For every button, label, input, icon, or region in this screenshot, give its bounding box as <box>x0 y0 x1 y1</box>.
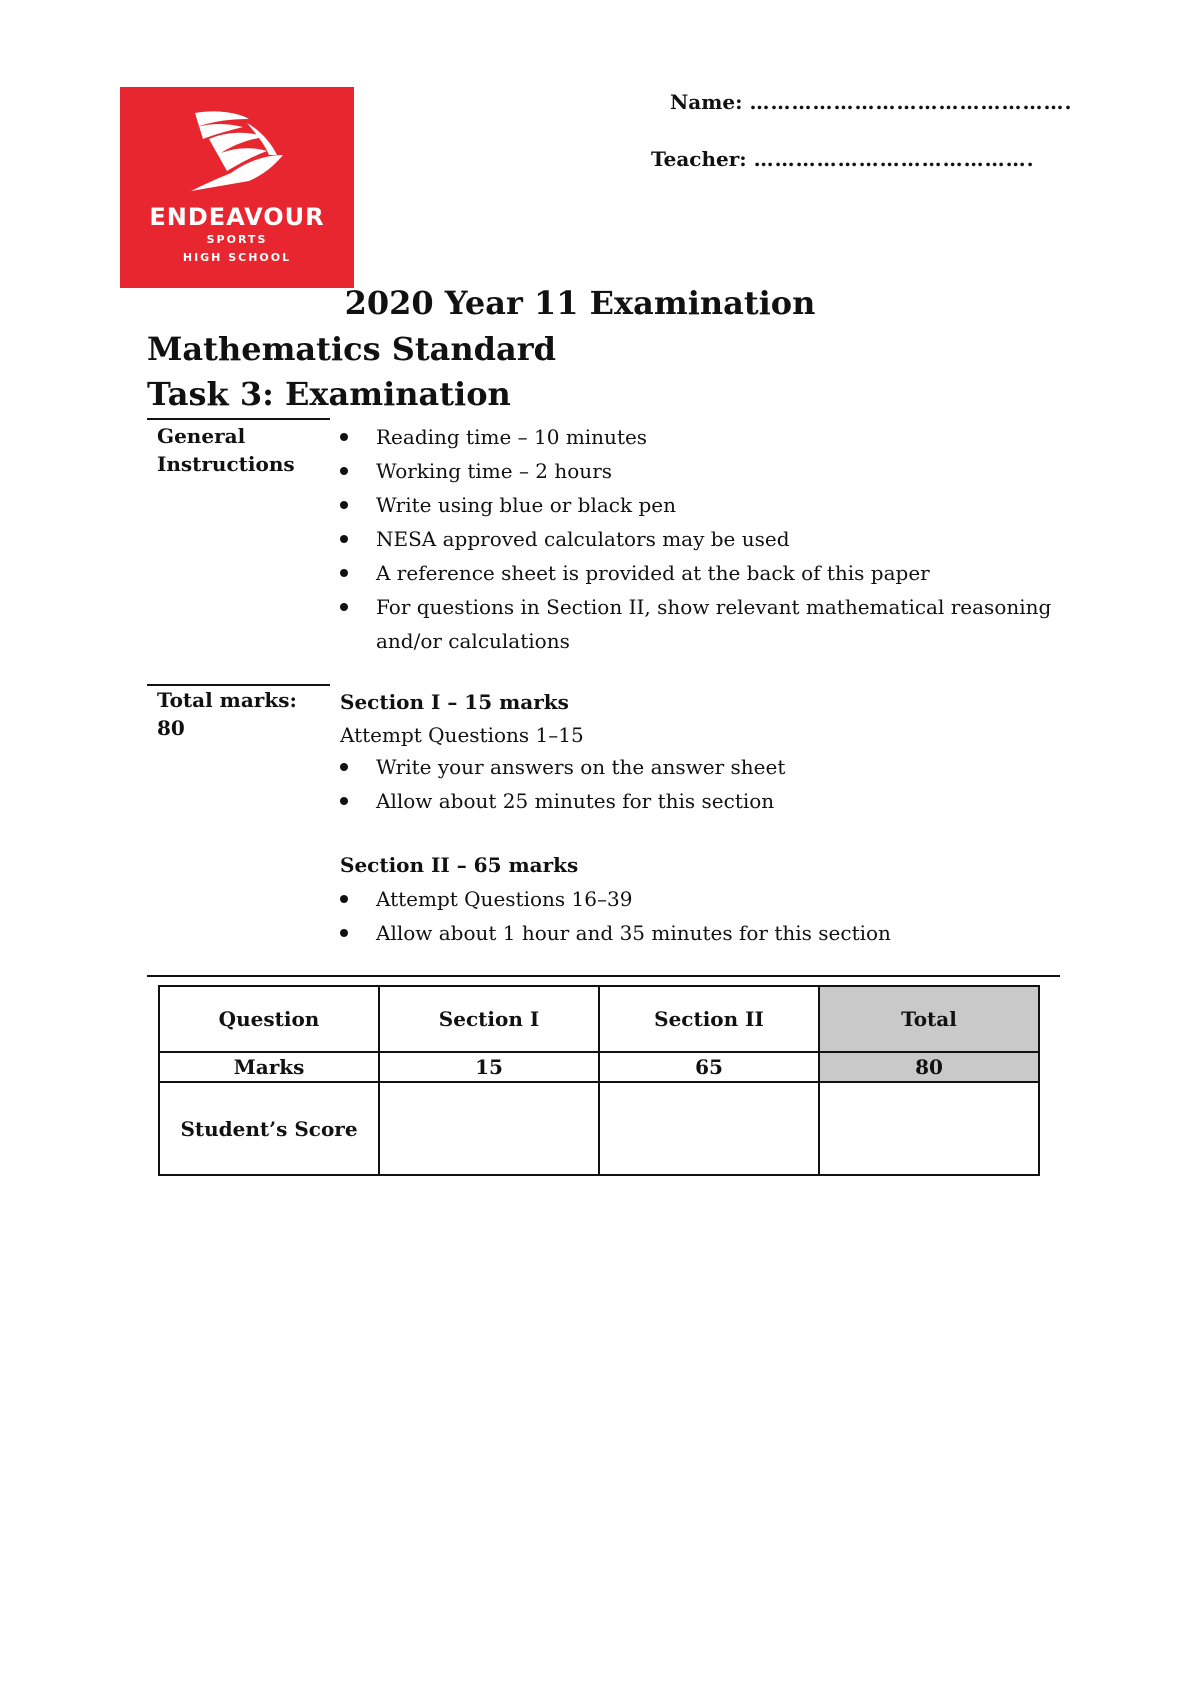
teacher-field[interactable] <box>651 147 1035 171</box>
list-item: Working time – 2 hours <box>340 454 1051 488</box>
score-cell-section-1[interactable] <box>379 1082 599 1175</box>
table-row <box>159 986 1039 1052</box>
list-item: A reference sheet is provided at the back of this paper <box>340 556 1051 590</box>
table-cell: 15 <box>379 1052 599 1082</box>
marks-table <box>158 985 1040 1176</box>
logo-subline-sports: SPORTS <box>206 233 268 246</box>
table-header: Section I <box>379 986 599 1052</box>
logo-subline-school: HIGH SCHOOL <box>182 251 292 264</box>
table-row <box>159 1052 1039 1082</box>
table-header: Question <box>159 986 379 1052</box>
exam-title: 2020 Year 11 Examination <box>344 284 816 322</box>
section-2-heading: Section II – 65 marks <box>340 853 579 877</box>
table-row-label: Student’s Score <box>159 1082 379 1175</box>
list-item: Allow about 1 hour and 35 minutes for this section <box>340 916 891 950</box>
name-blank[interactable]: ………………………………………. <box>749 90 1073 114</box>
subject-title: Mathematics Standard <box>147 330 556 368</box>
table-row-label: Marks <box>159 1052 379 1082</box>
score-cell-total[interactable] <box>819 1082 1039 1175</box>
section-1-intro: Attempt Questions 1–15 <box>340 723 584 747</box>
general-instructions-label: General Instructions <box>157 424 295 476</box>
divider-general <box>147 418 330 420</box>
list-item: Write using blue or black pen <box>340 488 1051 522</box>
school-logo <box>120 87 354 288</box>
table-row <box>159 1082 1039 1175</box>
list-item: Reading time – 10 minutes <box>340 420 1051 454</box>
name-label: Name: <box>670 90 743 114</box>
list-item: Write your answers on the answer sheet <box>340 750 785 784</box>
teacher-label: Teacher: <box>651 147 747 171</box>
section-1-heading: Section I – 15 marks <box>340 690 569 714</box>
total-marks-value: 80 <box>157 716 185 740</box>
logo-wordmark: ENDEAVOUR <box>149 203 325 231</box>
section-2-list <box>340 882 891 950</box>
task-title: Task 3: Examination <box>147 375 511 413</box>
table-header: Section II <box>599 986 819 1052</box>
table-cell: 65 <box>599 1052 819 1082</box>
list-item: For questions in Section II, show relevant mathematical reasoning and/or calculations <box>340 590 1051 658</box>
table-cell: 80 <box>819 1052 1039 1082</box>
total-marks-label: Total marks: 80 <box>157 688 297 740</box>
score-cell-section-2[interactable] <box>599 1082 819 1175</box>
list-item: NESA approved calculators may be used <box>340 522 1051 556</box>
teacher-blank[interactable]: …………………………………. <box>753 147 1035 171</box>
name-field[interactable] <box>670 90 1072 114</box>
table-header: Total <box>819 986 1039 1052</box>
ship-sail-icon <box>187 109 287 191</box>
list-item: Attempt Questions 16–39 <box>340 882 891 916</box>
divider-table <box>147 975 1060 977</box>
general-instructions-list <box>340 420 1051 658</box>
section-1-list <box>340 750 785 818</box>
list-item: Allow about 25 minutes for this section <box>340 784 785 818</box>
